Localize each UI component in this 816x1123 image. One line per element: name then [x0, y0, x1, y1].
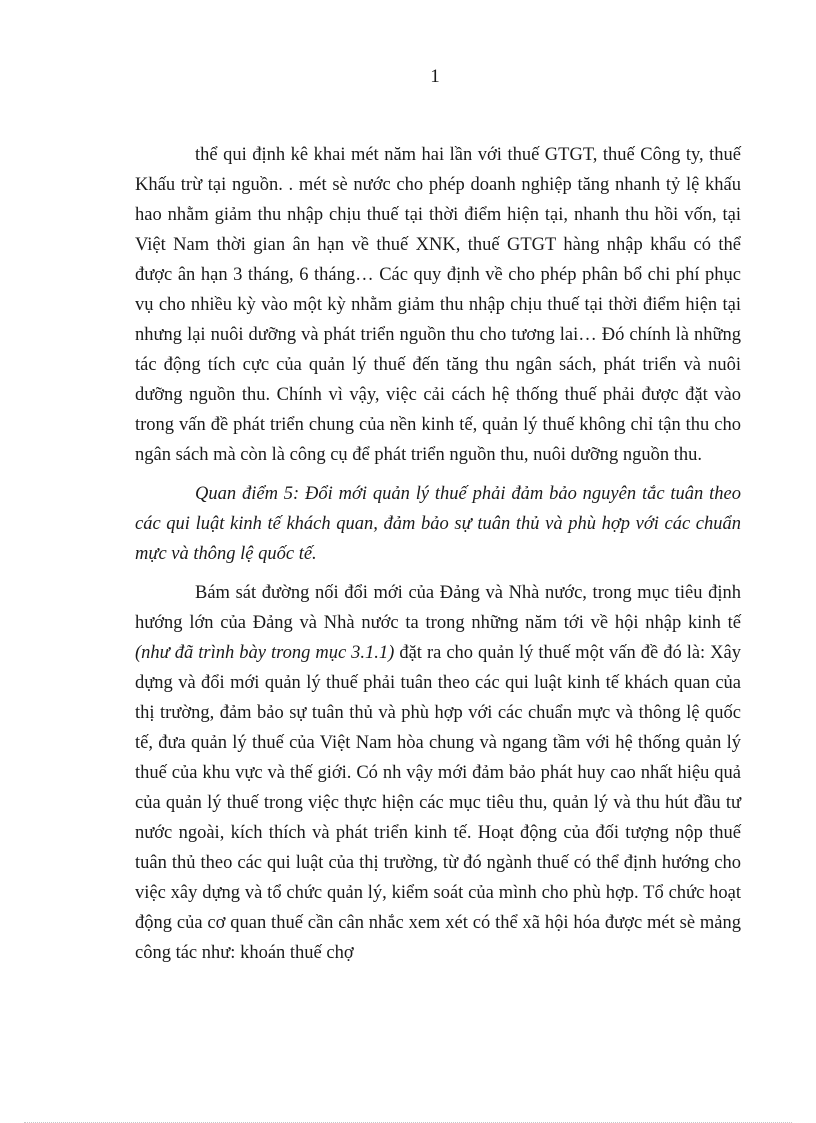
- document-body: [135, 140, 741, 977]
- paragraph-integration-text-start: Bám sát đường nối đổi mới của Đảng và Nhà nước, trong mục tiêu định hướng lớn của Đảng và Nhà nước ta trong những năm tới về hội nhập kinh tế: [135, 583, 741, 633]
- paragraph-integration-text-end: đặt ra cho quản lý thuế một vấn đề đó là: Xây dựng và đổi mới quản lý thuế phải tuân theo các qui luật kinh tế khách quan của thị trường, đảm bảo sự tuân thủ và phù hợp với các chuẩn mực và thông lệ quốc tế, đưa quản lý thuế của Việt Nam hòa chung và ngang tầm với hệ thống quản lý thuế của khu vực và thế giới. Có nh vậy mới đảm bảo phát huy cao nhất hiệu quả của quản lý thuế trong việc thực hiện các mục tiêu thu, quản lý và thu hút đầu tư nước ngoài, kích thích và phát triển kinh tế. Hoạt động của đối tượng nộp thuế tuân thủ theo các qui luật của thị trường, từ đó ngành thuế có thể định hướng cho việc xây dựng và tổ chức quản lý, kiểm soát của mình cho phù hợp. Tổ chức hoạt động của cơ quan thuế cần cân nhắc xem xét có thể xã hội hóa được mét sè mảng công tác như: khoán thuế chợ: [135, 643, 742, 963]
- paragraph-viewpoint-5: Quan điểm 5: Đổi mới quản lý thuế phải đảm bảo nguyên tắc tuân theo các qui luật kinh tế khách quan, đảm bảo sự tuân thủ và phù hợp với các chuẩn mực và thông lệ quốc tế.: [135, 484, 741, 564]
- paragraph-tax-incentives: thể qui định kê khai mét năm hai lần với thuế GTGT, thuế Công ty, thuế Khấu trừ tại nguồn. . mét sè nước cho phép doanh nghiệp tăng nhanh tỷ lệ khấu hao nhằm giảm thu nhập chịu thuế tại thời điểm hiện tại, nhanh thu hồi vốn, tại Việt Nam thời gian ân hạn về thuế XNK, thuế GTGT hàng nhập khẩu có thể được ân hạn 3 tháng, 6 tháng… Các quy định về cho phép phân bổ chi phí phục vụ cho nhiều kỳ vào một kỳ nhằm giảm thu nhập chịu thuế tại thời điểm hiện tại nhưng lại nuôi dưỡng và phát triển nguồn thu cho tương lai… Đó chính là những tác động tích cực của quản lý thuế đến tăng thu ngân sách, phát triển và nuôi dưỡng nguồn thu. Chính vì vậy, việc cải cách hệ thống thuế phải được đặt vào trong vấn đề phát triển chung của nền kinh tế, quản lý thuế không chỉ tận thu cho ngân sách mà còn là công cụ để phát triển nguồn thu, nuôi dưỡng nguồn thu.: [135, 145, 741, 465]
- page-number: 1: [430, 66, 440, 87]
- section-reference: (như đã trình bày trong mục 3.1.1): [135, 643, 395, 663]
- paragraph-integration: [135, 578, 741, 968]
